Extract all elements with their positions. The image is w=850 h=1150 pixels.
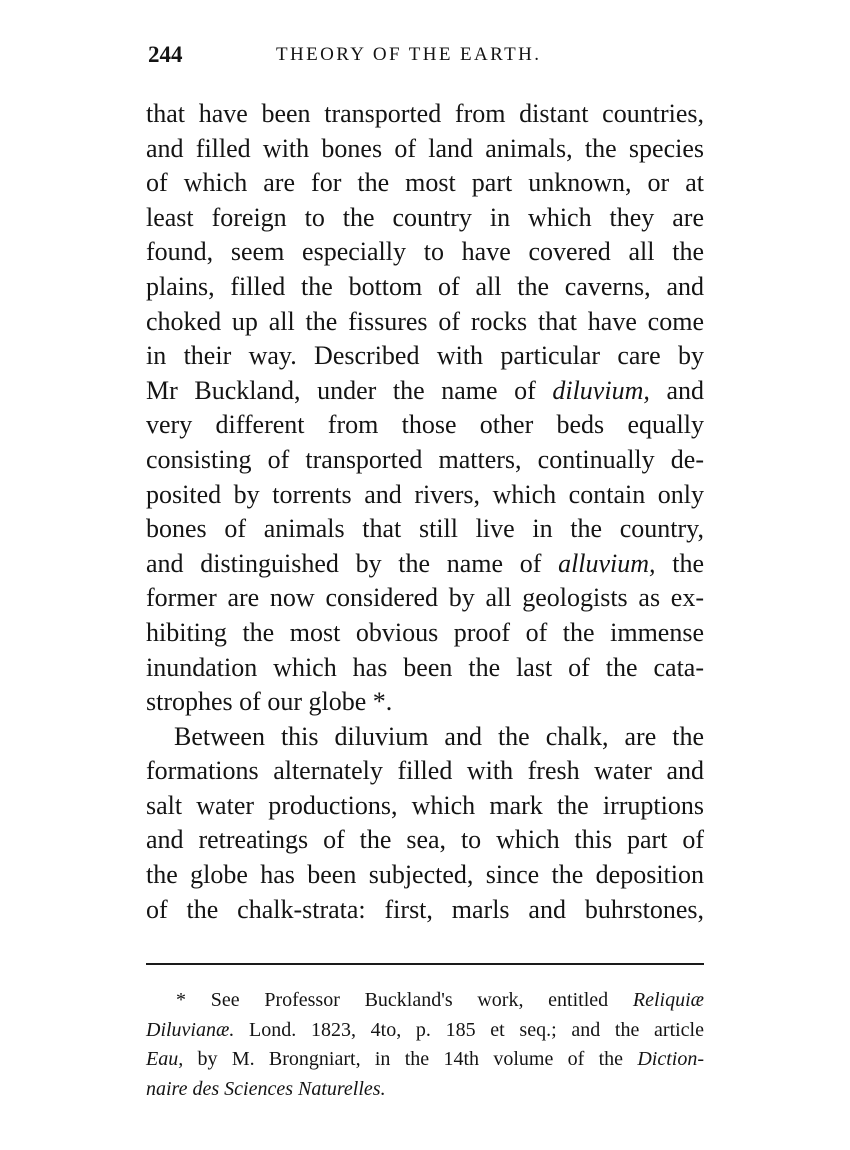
text-line: formations alternately filled with fresh water and — [146, 756, 704, 786]
text-line: least foreign to the country in which they are — [146, 202, 704, 232]
italic-title: Diluvianæ. — [146, 1018, 235, 1041]
text-line: former are now considered by all geologists as ex- — [146, 583, 704, 613]
text-line: and retreatings of the sea, to which this part of — [146, 825, 704, 855]
page-header — [148, 42, 703, 74]
text-line: hibiting the most obvious proof of the immense — [146, 617, 704, 647]
text-line: plains, filled the bottom of all the caverns, and — [146, 271, 704, 301]
text-line: posited by torrents and rivers, which contain only — [146, 479, 704, 509]
text-line: Mr Buckland, under the name of diluvium, and — [146, 375, 704, 405]
italic-term: diluvium, — [552, 375, 650, 405]
footnote-line: Diluvianæ. Lond. 1823, 4to, p. 185 et seq.; and the article — [146, 1018, 704, 1041]
body-text — [146, 97, 704, 927]
italic-term: alluvium, — [558, 548, 656, 578]
text-line: the globe has been subjected, since the deposition — [146, 860, 704, 890]
text-line: that have been transported from distant countries, — [146, 99, 704, 128]
footnote-line: * See Professor Buckland's work, entitled Reliquiæ — [176, 989, 704, 1011]
italic-title: Reliquiæ — [632, 989, 704, 1011]
text-line: very different from those other beds equally — [146, 410, 704, 440]
page-number: 244 — [148, 42, 183, 67]
footnote-rule — [146, 963, 704, 965]
text-line: Between this diluvium and the chalk, are the — [174, 721, 704, 751]
text-line: strophes of our globe *. — [146, 687, 393, 717]
text-line: of which are for the most part unknown, or at — [146, 168, 704, 198]
running-head: THEORY OF THE EARTH. — [276, 44, 542, 65]
text-line: of the chalk-strata: first, marls and buhrstones, — [146, 894, 704, 924]
text-line: bones of animals that still live in the country, — [146, 514, 704, 544]
text-line: found, seem especially to have covered all the — [146, 237, 704, 267]
text-line: consisting of transported matters, continually de- — [146, 444, 704, 474]
text-line: in their way. Described with particular care by — [146, 341, 704, 371]
italic-title: Eau, — [146, 1048, 184, 1070]
text-line: inundation which has been the last of the cata- — [146, 652, 704, 682]
italic-title: naire des Sciences Naturelles. — [146, 1077, 386, 1100]
italic-title: Diction- — [637, 1048, 704, 1070]
footnote-line: Eau, by M. Brongniart, in the 14th volume of the Diction- — [146, 1048, 704, 1070]
footnote-line — [146, 1075, 704, 1105]
text-line: and filled with bones of land animals, the species — [146, 133, 704, 163]
footnote — [146, 986, 704, 1104]
text-line: salt water productions, which mark the irruptions — [146, 790, 704, 820]
text-line: choked up all the fissures of rocks that have come — [146, 306, 704, 336]
text-line: and distinguished by the name of alluvium, the — [146, 548, 705, 578]
